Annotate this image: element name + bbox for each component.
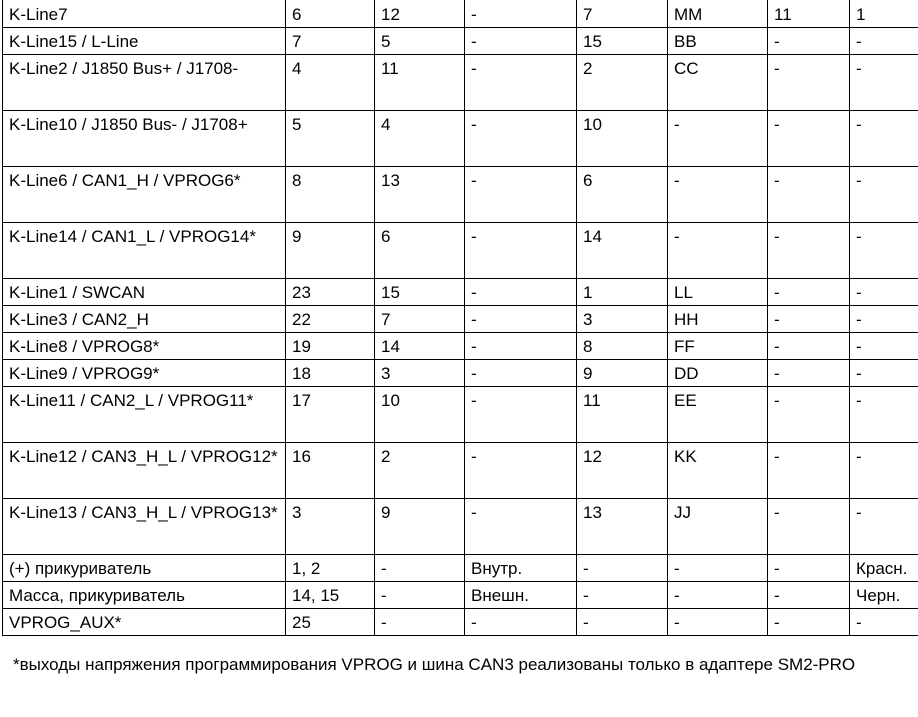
pin-cell: - [850, 55, 918, 111]
pin-cell: - [850, 609, 918, 636]
pin-cell: - [768, 279, 850, 306]
pin-cell: - [465, 306, 577, 333]
pin-cell: - [850, 167, 918, 223]
pin-cell: 14 [577, 223, 668, 279]
table-row [3, 609, 918, 636]
table-row [3, 360, 918, 387]
pin-cell: 10 [577, 111, 668, 167]
pin-cell: - [768, 360, 850, 387]
pin-cell: 14, 15 [286, 582, 375, 609]
pin-cell: - [668, 223, 768, 279]
table-row [3, 555, 918, 582]
pin-cell: 5 [286, 111, 375, 167]
pin-cell: - [465, 499, 577, 555]
pin-cell: 7 [577, 0, 668, 28]
pin-cell: - [850, 279, 918, 306]
pin-cell: - [375, 555, 465, 582]
table-row [3, 167, 918, 223]
pin-cell: EE [668, 387, 768, 443]
pin-cell: 3 [577, 306, 668, 333]
footnote: *выходы напряжения программирования VPROG и шина CAN3 реализованы только в адаптере SM2-PRO [13, 655, 856, 674]
pin-cell: 15 [375, 279, 465, 306]
table-row [3, 279, 918, 306]
table-row [3, 28, 918, 55]
table-row [3, 0, 918, 28]
pin-cell: Черн. [850, 582, 918, 609]
pin-cell: 15 [577, 28, 668, 55]
pin-cell: - [465, 279, 577, 306]
pin-cell: 13 [375, 167, 465, 223]
pin-cell: 5 [375, 28, 465, 55]
table-row [3, 499, 918, 555]
pin-cell: Внешн. [465, 582, 577, 609]
pin-cell: - [465, 443, 577, 499]
pin-cell: 18 [286, 360, 375, 387]
pin-cell: - [850, 111, 918, 167]
pin-cell: 19 [286, 333, 375, 360]
pin-cell: - [768, 333, 850, 360]
pin-cell: - [768, 582, 850, 609]
pin-cell: - [768, 555, 850, 582]
signal-name-cell: K-Line6 / CAN1_H / VPROG6* [3, 167, 286, 223]
pinout-table [2, 0, 918, 636]
signal-name-cell: K-Line1 / SWCAN [3, 279, 286, 306]
signal-name-cell: Масса, прикуриватель [3, 582, 286, 609]
pin-cell: - [668, 167, 768, 223]
table-row [3, 306, 918, 333]
pinout-table-body [3, 0, 918, 636]
pin-cell: 11 [577, 387, 668, 443]
pin-cell: FF [668, 333, 768, 360]
pin-cell: 14 [375, 333, 465, 360]
pin-cell: - [465, 0, 577, 28]
pin-cell: 8 [286, 167, 375, 223]
pin-cell: - [465, 360, 577, 387]
pin-cell: Внутр. [465, 555, 577, 582]
pin-cell: 12 [577, 443, 668, 499]
pin-cell: - [465, 333, 577, 360]
signal-name-cell: K-Line12 / CAN3_H_L / VPROG12* [3, 443, 286, 499]
signal-name-cell: K-Line11 / CAN2_L / VPROG11* [3, 387, 286, 443]
pin-cell: - [577, 555, 668, 582]
pin-cell: 6 [375, 223, 465, 279]
pin-cell: - [465, 111, 577, 167]
pin-cell: - [850, 387, 918, 443]
pin-cell: - [375, 609, 465, 636]
signal-name-cell: K-Line9 / VPROG9* [3, 360, 286, 387]
signal-name-cell: K-Line15 / L-Line [3, 28, 286, 55]
pin-cell: 11 [768, 0, 850, 28]
pin-cell: 25 [286, 609, 375, 636]
pin-cell: CC [668, 55, 768, 111]
table-row [3, 111, 918, 167]
signal-name-cell: K-Line2 / J1850 Bus+ / J1708- [3, 55, 286, 111]
signal-name-cell: K-Line13 / CAN3_H_L / VPROG13* [3, 499, 286, 555]
table-row [3, 582, 918, 609]
signal-name-cell: K-Line10 / J1850 Bus- / J1708+ [3, 111, 286, 167]
pin-cell: - [850, 223, 918, 279]
pin-cell: HH [668, 306, 768, 333]
signal-name-cell: (+) прикуриватель [3, 555, 286, 582]
table-row [3, 387, 918, 443]
pin-cell: - [465, 387, 577, 443]
pin-cell: 9 [375, 499, 465, 555]
table-row [3, 55, 918, 111]
pin-cell: - [768, 387, 850, 443]
pin-cell: - [850, 28, 918, 55]
pin-cell: - [668, 609, 768, 636]
pin-cell: - [465, 609, 577, 636]
pin-cell: BB [668, 28, 768, 55]
pin-cell: Красн. [850, 555, 918, 582]
signal-name-cell: K-Line8 / VPROG8* [3, 333, 286, 360]
pin-cell: 9 [577, 360, 668, 387]
pin-cell: - [465, 167, 577, 223]
pin-cell: 6 [286, 0, 375, 28]
pin-cell: - [768, 28, 850, 55]
pin-cell: DD [668, 360, 768, 387]
pin-cell: - [768, 609, 850, 636]
pin-cell: - [768, 55, 850, 111]
pin-cell: 17 [286, 387, 375, 443]
pin-cell: - [668, 111, 768, 167]
pin-cell: 6 [577, 167, 668, 223]
table-row [3, 333, 918, 360]
pin-cell: 1, 2 [286, 555, 375, 582]
pin-cell: - [465, 55, 577, 111]
pin-cell: 7 [286, 28, 375, 55]
pin-cell: - [850, 333, 918, 360]
pin-cell: - [577, 582, 668, 609]
pin-cell: - [768, 223, 850, 279]
signal-name-cell: K-Line7 [3, 0, 286, 28]
pin-cell: 16 [286, 443, 375, 499]
pin-cell: - [850, 306, 918, 333]
pin-cell: - [465, 223, 577, 279]
pin-cell: - [768, 499, 850, 555]
pin-cell: - [668, 582, 768, 609]
pin-cell: 23 [286, 279, 375, 306]
table-row [3, 223, 918, 279]
pin-cell: - [668, 555, 768, 582]
pin-cell: 4 [286, 55, 375, 111]
pin-cell: 3 [286, 499, 375, 555]
pin-cell: JJ [668, 499, 768, 555]
pin-cell: LL [668, 279, 768, 306]
pin-cell: 11 [375, 55, 465, 111]
signal-name-cell: VPROG_AUX* [3, 609, 286, 636]
pin-cell: - [768, 111, 850, 167]
pin-cell: - [768, 306, 850, 333]
pin-cell: - [850, 443, 918, 499]
pin-cell: - [465, 28, 577, 55]
pin-cell: 7 [375, 306, 465, 333]
pin-cell: 8 [577, 333, 668, 360]
pin-cell: 1 [850, 0, 918, 28]
pin-cell: KK [668, 443, 768, 499]
pin-cell: 3 [375, 360, 465, 387]
pin-cell: 1 [577, 279, 668, 306]
pin-cell: 22 [286, 306, 375, 333]
pin-cell: 10 [375, 387, 465, 443]
table-row [3, 443, 918, 499]
pin-cell: 2 [577, 55, 668, 111]
pin-cell: - [850, 360, 918, 387]
pin-cell: 9 [286, 223, 375, 279]
pin-cell: - [850, 499, 918, 555]
pin-cell: - [768, 167, 850, 223]
pin-cell: 4 [375, 111, 465, 167]
pin-cell: 13 [577, 499, 668, 555]
pin-cell: - [375, 582, 465, 609]
pin-cell: - [577, 609, 668, 636]
pin-cell: - [768, 443, 850, 499]
signal-name-cell: K-Line3 / CAN2_H [3, 306, 286, 333]
signal-name-cell: K-Line14 / CAN1_L / VPROG14* [3, 223, 286, 279]
pin-cell: 12 [375, 0, 465, 28]
pin-cell: MM [668, 0, 768, 28]
pin-cell: 2 [375, 443, 465, 499]
